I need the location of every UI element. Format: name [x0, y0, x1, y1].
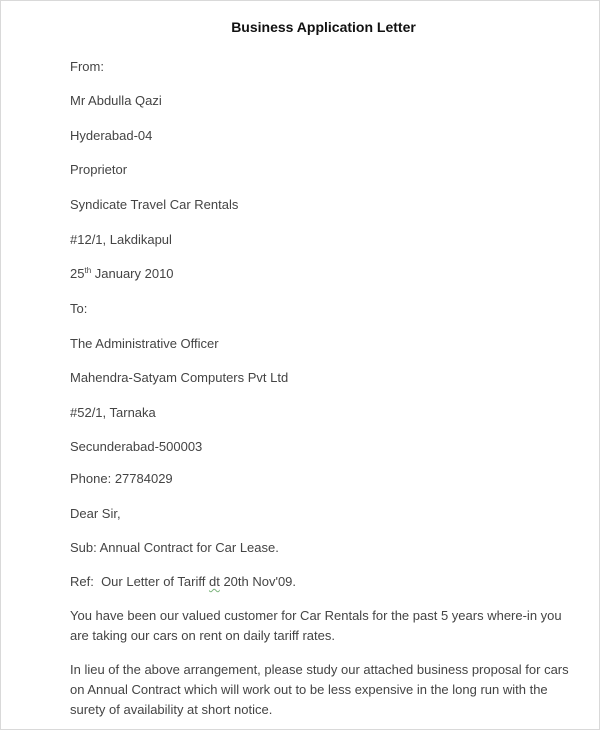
date-rest: January 2010	[91, 266, 174, 281]
recipient-city: Secunderabad-500003	[70, 439, 203, 454]
body-paragraph-1: You have been our valued customer for Car Rentals for the past 5 years where-in you are taking our cars on rent on daily tariff rates.	[70, 608, 562, 643]
recipient-title: The Administrative Officer	[70, 336, 219, 351]
sender-designation: Proprietor	[70, 162, 128, 177]
document-title: Business Application Letter	[231, 19, 416, 35]
sender-address: #12/1, Lakdikapul	[70, 232, 172, 247]
reference-prefix: Ref: Our Letter of Tariff	[70, 574, 209, 589]
from-label: From:	[70, 59, 104, 74]
recipient-address: #52/1, Tarnaka	[70, 405, 156, 420]
sender-city: Hyderabad-04	[70, 128, 153, 143]
date-suffix: th	[84, 266, 92, 275]
salutation: Dear Sir,	[70, 506, 121, 521]
sender-name: Mr Abdulla Qazi	[70, 93, 162, 108]
letter-date	[70, 266, 174, 282]
subject-line: Sub: Annual Contract for Car Lease.	[70, 540, 279, 555]
reference-suffix: 20th Nov'09.	[219, 574, 297, 589]
recipient-phone: Phone: 27784029	[70, 471, 173, 486]
to-label: To:	[70, 301, 88, 316]
body-paragraph-2: In lieu of the above arrangement, please study our attached business proposal for cars on Annual Contract which will work out to be less expensive in the long run with the surety of availability at short notice.	[70, 662, 569, 717]
reference-line	[70, 574, 296, 590]
spellcheck-flagged-word: dt	[208, 574, 220, 589]
recipient-company: Mahendra-Satyam Computers Pvt Ltd	[70, 370, 289, 385]
sender-company: Syndicate Travel Car Rentals	[70, 197, 239, 212]
date-day: 25	[70, 266, 85, 281]
